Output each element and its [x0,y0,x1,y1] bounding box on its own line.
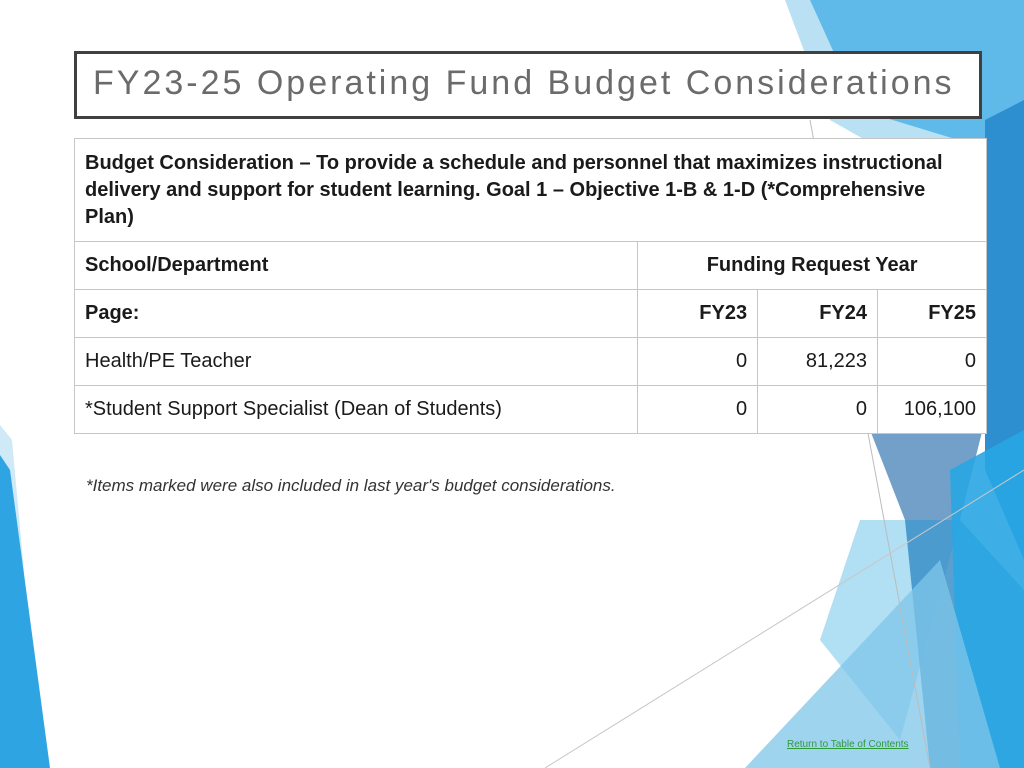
value-fy23: 0 [638,338,758,386]
year-header-fy25: FY25 [878,290,987,338]
value-fy24: 0 [758,386,878,434]
value-fy23: 0 [638,386,758,434]
page-title: FY23-25 Operating Fund Budget Considerations [93,64,955,102]
value-fy25: 0 [878,338,987,386]
year-header-fy24: FY24 [758,290,878,338]
table-row [75,386,987,434]
funding-request-year-header: Funding Request Year [638,242,987,290]
title-box [74,51,982,119]
header-row [75,242,987,290]
return-to-toc-link[interactable]: Return to Table of Contents [787,739,909,750]
item-name: *Student Support Specialist (Dean of Students) [75,386,638,434]
page-label: Page: [75,290,638,338]
budget-consideration-description: Budget Consideration – To provide a schedule and personnel that maximizes instructional delivery and support for student learning. Goal 1 – Objective 1-B & 1-D (*Comprehensive Plan) [75,139,987,242]
table-row [75,338,987,386]
subheader-row [75,290,987,338]
value-fy24: 81,223 [758,338,878,386]
description-row [75,139,987,242]
year-header-fy23: FY23 [638,290,758,338]
value-fy25: 106,100 [878,386,987,434]
decor-shape-left-dark [0,455,50,768]
budget-table [74,138,987,434]
footnote: *Items marked were also included in last year's budget considerations. [86,476,616,495]
item-name: Health/PE Teacher [75,338,638,386]
school-department-header: School/Department [75,242,638,290]
